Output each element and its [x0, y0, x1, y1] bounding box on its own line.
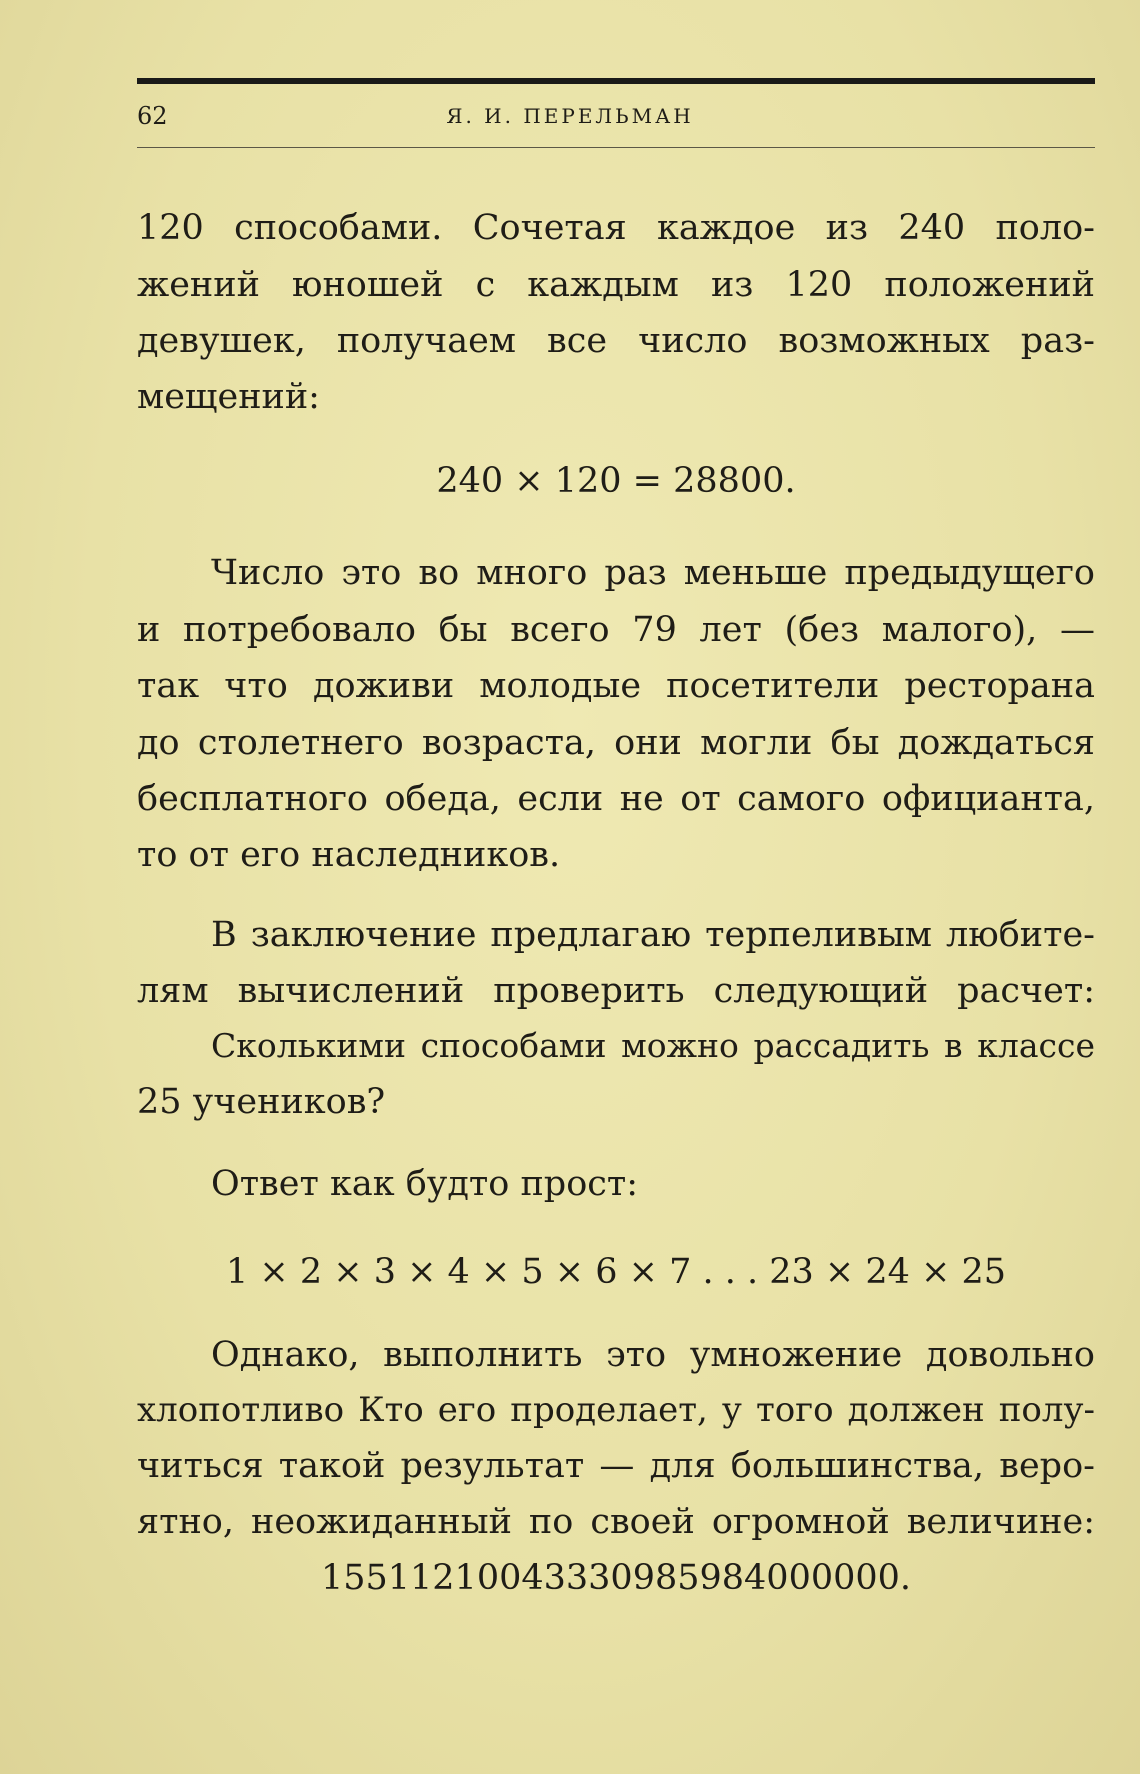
- text-line: Однако, выполнить это умножение довольно: [211, 1335, 1095, 1375]
- text-line: В заключение предлагаю терпеливым любите-: [211, 915, 1095, 955]
- text-line: до столетнего возраста, они могли бы дождаться: [137, 723, 1095, 763]
- text-line: бесплатного обеда, если не от самого официанта,: [137, 779, 1095, 819]
- text-line: так что доживи молодые посетители ресторана: [137, 666, 1095, 706]
- text-line: Сколькими способами можно рассадить в классе: [211, 1026, 1095, 1065]
- text-line: девушек, получаем все число возможных раз-: [137, 321, 1095, 361]
- header-underline: [137, 147, 1095, 148]
- text-line: хлопотливо Кто его проделает, у того должен полу-: [137, 1390, 1095, 1430]
- text-line: читься такой результат — для большинства, веро-: [137, 1446, 1095, 1486]
- header-rule: [137, 78, 1095, 84]
- text-line: мещений:: [137, 377, 320, 417]
- text-line: лям вычислений проверить следующий расчет:: [137, 971, 1095, 1011]
- text-line: и потребовало бы всего 79 лет (без малого), —: [137, 610, 1095, 650]
- text-line: Число это во много раз меньше предыдущего: [211, 553, 1095, 593]
- text-line: 25 учеников?: [137, 1082, 386, 1122]
- text-line: 120 способами. Сочетая каждое из 240 поло-: [137, 208, 1095, 248]
- text-line: то от его наследников.: [137, 835, 561, 875]
- formula: 1 × 2 × 3 × 4 × 5 × 6 × 7 . . . 23 × 24 × 25: [226, 1252, 1006, 1292]
- text-line: ятно, неожиданный по своей огромной величине:: [137, 1502, 1095, 1542]
- running-head: Я. И. ПЕРЕЛЬМАН: [446, 104, 694, 128]
- page-number: 62: [137, 102, 168, 130]
- formula: 15511210043330985984000000.: [320, 1558, 912, 1598]
- text-line: Ответ как будто прост:: [211, 1164, 639, 1204]
- text-line: жений юношей с каждым из 120 положений: [137, 265, 1095, 305]
- formula: 240 × 120 = 28800.: [436, 461, 796, 501]
